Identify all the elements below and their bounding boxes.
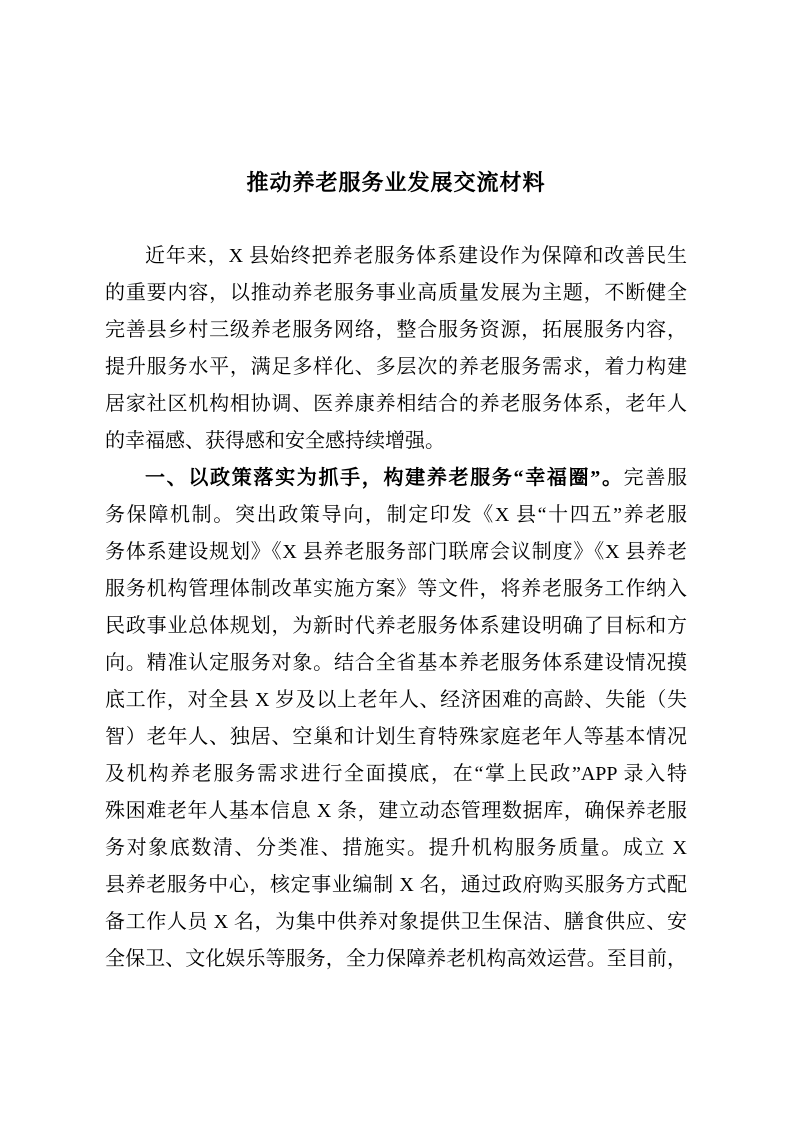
paragraph — [105, 460, 687, 978]
text-segment: 底工作，对全县 X 岁及以上老年人、经济困难的高龄、失能（失 — [105, 689, 687, 711]
paragraph — [105, 238, 687, 460]
text-line — [105, 756, 687, 793]
text-segment: 县养老服务中心，核定事业编制 X 名，通过政府购买服务方式配 — [105, 874, 687, 896]
text-segment: 智）老年人、独居、空巢和计划生育特殊家庭老年人等基本情况 — [105, 726, 687, 748]
text-line — [105, 645, 687, 682]
bold-heading-segment: 一、以政策落实为抓手，构建养老服务“幸福圈”。 — [145, 467, 624, 489]
text-segment: 务对象底数清、分类准、措施实。提升机构服务质量。成立 X — [105, 837, 687, 859]
text-segment: 的重要内容，以推动养老服务事业高质量发展为主题，不断健全 — [105, 282, 687, 304]
text-segment: 备工作人员 X 名，为集中供养对象提供卫生保洁、膳食供应、安 — [105, 911, 687, 933]
text-segment: 向。精准认定服务对象。结合全省基本养老服务体系建设情况摸 — [105, 652, 687, 674]
text-segment: 全保卫、文化娱乐等服务，全力保障养老机构高效运营。至目前， — [105, 948, 687, 970]
text-line — [105, 423, 687, 460]
text-segment: 务保障机制。突出政策导向，制定印发《X 县“十四五”养老服 — [105, 504, 687, 526]
text-line — [105, 608, 687, 645]
text-segment: 及机构养老服务需求进行全面摸底，在“掌上民政”APP 录入特 — [105, 763, 687, 785]
text-segment: 居家社区机构相协调、医养康养相结合的养老服务体系，老年人 — [105, 393, 687, 415]
text-line — [105, 386, 687, 423]
text-line — [105, 719, 687, 756]
text-line — [105, 497, 687, 534]
text-segment: 提升服务水平，满足多样化、多层次的养老服务需求，着力构建 — [105, 356, 687, 378]
text-segment: 近年来，X 县始终把养老服务体系建设作为保障和改善民生 — [145, 245, 687, 267]
document-title: 推动养老服务业发展交流材料 — [246, 170, 546, 195]
document-body — [105, 238, 687, 978]
text-line — [105, 275, 687, 312]
text-segment: 服务机构管理体制改革实施方案》等文件，将养老服务工作纳入 — [105, 578, 687, 600]
text-line — [105, 460, 687, 497]
text-segment: 完善服 — [623, 467, 688, 489]
text-segment: 完善县乡村三级养老服务网络，整合服务资源，拓展服务内容， — [105, 319, 687, 341]
text-line — [105, 682, 687, 719]
text-line — [105, 534, 687, 571]
text-line — [105, 238, 687, 275]
text-segment: 民政事业总体规划，为新时代养老服务体系建设明确了目标和方 — [105, 615, 687, 637]
text-segment: 的幸福感、获得感和安全感持续增强。 — [105, 430, 445, 452]
text-line — [105, 941, 687, 978]
text-line — [105, 830, 687, 867]
text-segment: 务体系建设规划》《X 县养老服务部门联席会议制度》《X 县养老 — [105, 541, 687, 563]
text-line — [105, 312, 687, 349]
text-line — [105, 349, 687, 386]
text-line — [105, 867, 687, 904]
text-line — [105, 571, 687, 608]
text-line — [105, 904, 687, 941]
text-line — [105, 793, 687, 830]
text-segment: 殊困难老年人基本信息 X 条，建立动态管理数据库，确保养老服 — [105, 800, 687, 822]
